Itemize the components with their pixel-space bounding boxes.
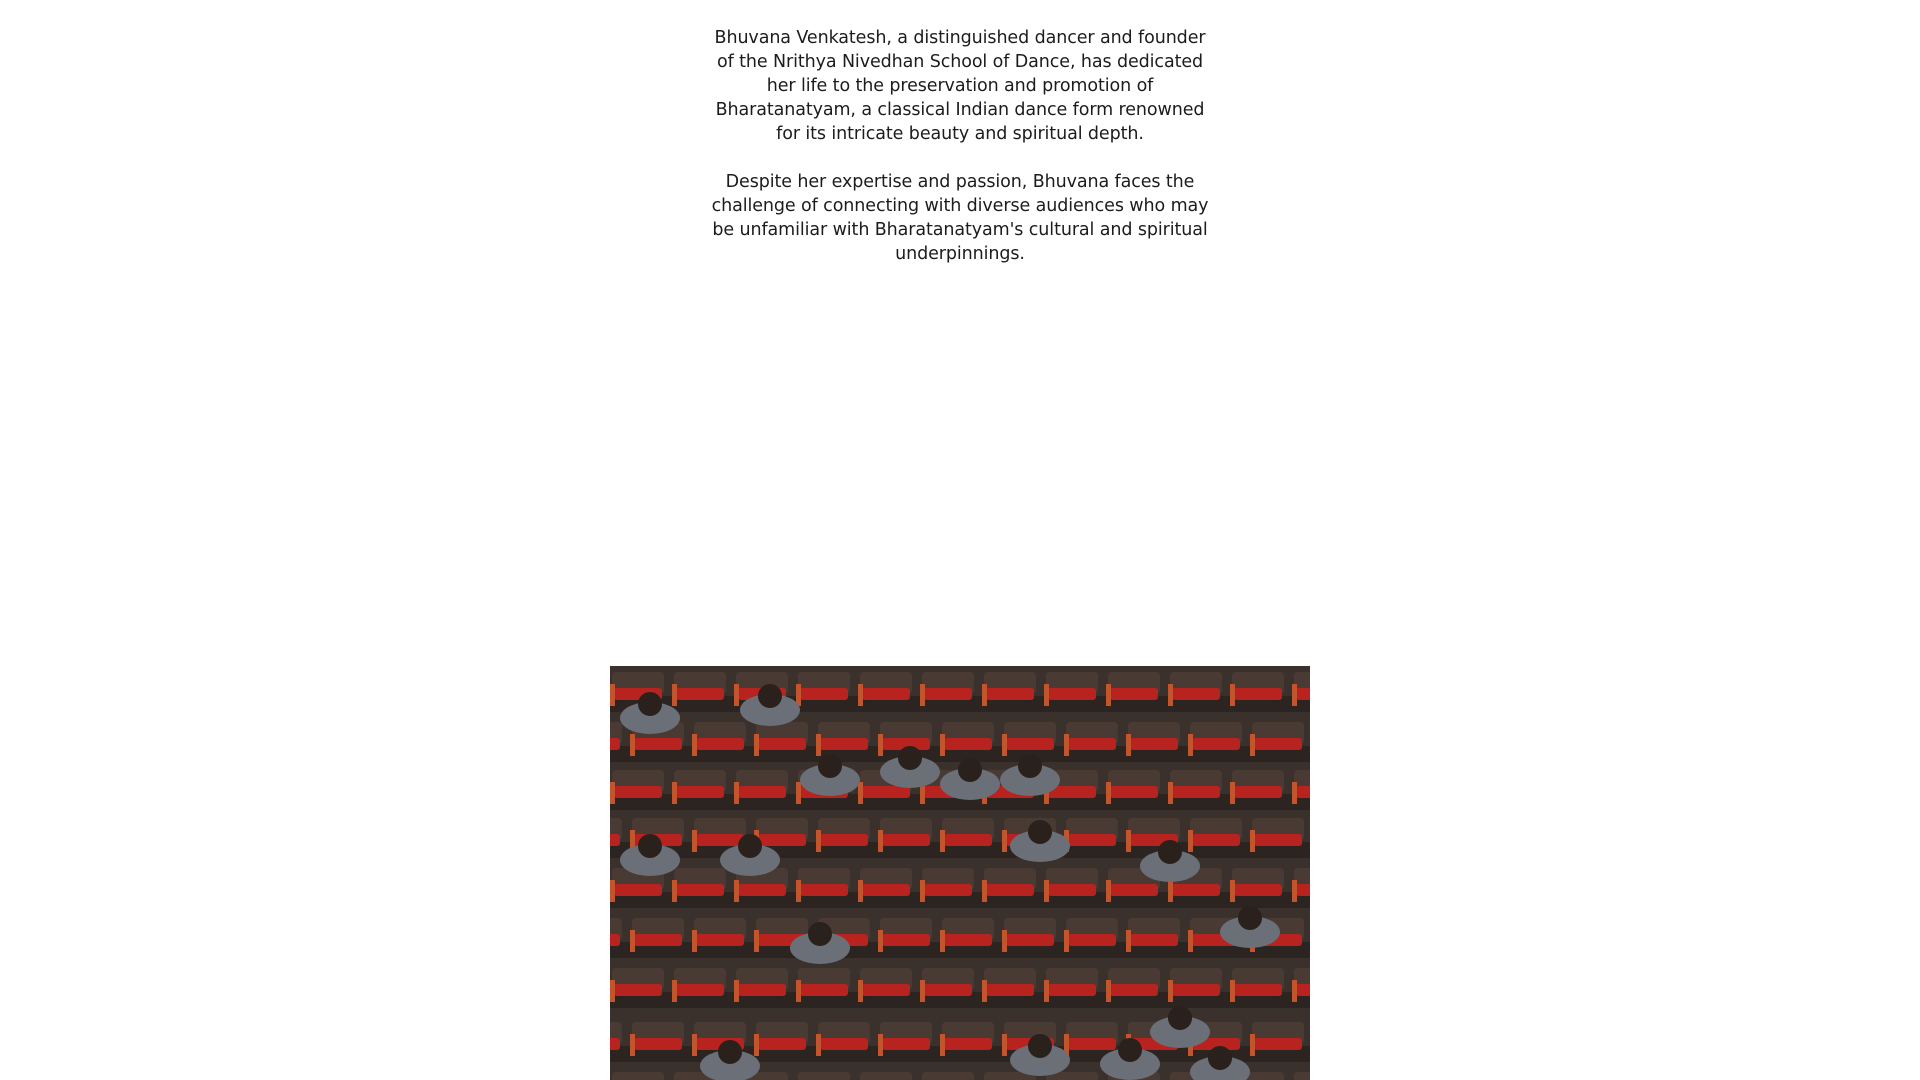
seat-cushion	[676, 786, 724, 798]
audience-member-head	[1028, 1034, 1052, 1058]
seat-cushion	[1296, 786, 1310, 798]
seat-cushion	[614, 984, 662, 996]
seat-armrest	[1188, 734, 1193, 756]
seat-cushion	[610, 738, 620, 750]
seat-cushion	[1234, 884, 1282, 896]
seat-armrest	[1044, 684, 1049, 706]
seat-armrest	[610, 880, 615, 902]
audience-member-head	[758, 684, 782, 708]
seat-cushion	[738, 884, 786, 896]
seat-armrest	[1106, 782, 1111, 804]
seat-cushion	[1110, 984, 1158, 996]
seat-armrest	[734, 684, 739, 706]
seat-armrest	[692, 734, 697, 756]
seat-armrest	[816, 734, 821, 756]
seat-cushion	[1296, 688, 1310, 700]
seat-armrest	[672, 782, 677, 804]
seat-cushion	[882, 834, 930, 846]
seat-cushion	[862, 688, 910, 700]
seat-cushion	[1192, 738, 1240, 750]
seat-cushion	[1110, 688, 1158, 700]
seat-cushion	[1234, 984, 1282, 996]
seat-armrest	[1230, 684, 1235, 706]
seat-armrest	[796, 782, 801, 804]
seat-armrest	[1292, 782, 1297, 804]
seat-armrest	[734, 880, 739, 902]
audience-photo	[610, 666, 1310, 1080]
audience-member-head	[898, 746, 922, 770]
seat-cushion	[676, 984, 724, 996]
seat-armrest	[858, 684, 863, 706]
seat-armrest	[878, 930, 883, 952]
seat-armrest	[1126, 830, 1131, 852]
audience-member-head	[818, 754, 842, 778]
seat-cushion	[610, 934, 620, 946]
seat-cushion	[1172, 688, 1220, 700]
seat-armrest	[734, 980, 739, 1002]
seat-armrest	[1292, 684, 1297, 706]
seat-cushion	[1296, 884, 1310, 896]
seat-armrest	[1044, 880, 1049, 902]
seat-armrest	[878, 830, 883, 852]
seat-armrest	[1168, 980, 1173, 1002]
seat-armrest	[610, 684, 615, 706]
seat-cushion	[862, 884, 910, 896]
seat-cushion	[1068, 834, 1116, 846]
seat-armrest	[1064, 930, 1069, 952]
seat-armrest	[816, 1034, 821, 1056]
seat-armrest	[1168, 684, 1173, 706]
seat-armrest	[920, 684, 925, 706]
seat-armrest	[940, 830, 945, 852]
audience-member-head	[638, 834, 662, 858]
audience-member-head	[1158, 840, 1182, 864]
seat-cushion	[1254, 834, 1302, 846]
seat-cushion	[1068, 738, 1116, 750]
seat-cushion	[696, 934, 744, 946]
audience-member-head	[958, 758, 982, 782]
seat-cushion	[758, 738, 806, 750]
seat-cushion	[1254, 738, 1302, 750]
seat-armrest	[940, 734, 945, 756]
seat-cushion	[986, 688, 1034, 700]
seat-armrest	[1188, 930, 1193, 952]
seat-armrest	[1126, 930, 1131, 952]
seat-armrest	[672, 684, 677, 706]
seat-cushion	[1172, 984, 1220, 996]
seat-cushion	[1048, 688, 1096, 700]
seat-cushion	[1006, 934, 1054, 946]
seat-cushion	[1130, 934, 1178, 946]
seat-armrest	[1250, 830, 1255, 852]
seat-back	[922, 1072, 974, 1080]
seat-cushion	[1068, 934, 1116, 946]
seat-cushion	[676, 884, 724, 896]
seat-cushion	[1296, 984, 1310, 996]
seat-cushion	[944, 738, 992, 750]
seat-armrest	[1044, 980, 1049, 1002]
seat-cushion	[944, 934, 992, 946]
seat-armrest	[982, 880, 987, 902]
intro-text-block	[710, 26, 1210, 290]
seat-armrest	[858, 880, 863, 902]
audience-member-head	[1208, 1046, 1232, 1070]
seat-cushion	[924, 984, 972, 996]
seat-cushion	[924, 884, 972, 896]
seat-cushion	[1048, 984, 1096, 996]
seat-armrest	[796, 684, 801, 706]
seat-armrest	[1250, 1034, 1255, 1056]
seat-armrest	[982, 684, 987, 706]
seat-cushion	[758, 1038, 806, 1050]
seat-armrest	[920, 880, 925, 902]
seat-cushion	[1234, 688, 1282, 700]
seat-cushion	[758, 834, 806, 846]
seat-armrest	[630, 734, 635, 756]
seat-cushion	[738, 786, 786, 798]
seat-armrest	[1230, 880, 1235, 902]
seat-cushion	[610, 834, 620, 846]
seat-cushion	[1172, 786, 1220, 798]
seat-armrest	[1064, 734, 1069, 756]
seat-cushion	[862, 786, 910, 798]
seat-cushion	[800, 984, 848, 996]
seat-armrest	[1250, 734, 1255, 756]
seat-armrest	[858, 980, 863, 1002]
seat-back	[612, 1072, 664, 1080]
seat-back	[798, 1072, 850, 1080]
seat-back	[860, 1072, 912, 1080]
seat-cushion	[1110, 884, 1158, 896]
seat-armrest	[940, 930, 945, 952]
seat-cushion	[820, 1038, 868, 1050]
seat-cushion	[634, 738, 682, 750]
seat-cushion	[986, 884, 1034, 896]
seat-cushion	[820, 738, 868, 750]
seat-cushion	[1006, 738, 1054, 750]
seat-cushion	[800, 688, 848, 700]
seat-cushion	[614, 884, 662, 896]
seat-armrest	[1292, 880, 1297, 902]
seat-armrest	[1002, 930, 1007, 952]
seat-armrest	[878, 734, 883, 756]
seat-back	[1294, 1072, 1310, 1080]
seat-cushion	[882, 1038, 930, 1050]
seat-armrest	[692, 830, 697, 852]
seat-armrest	[1002, 734, 1007, 756]
seat-armrest	[610, 980, 615, 1002]
seat-armrest	[630, 930, 635, 952]
seat-cushion	[862, 984, 910, 996]
audience-member-head	[1168, 1006, 1192, 1030]
seat-cushion	[1110, 786, 1158, 798]
seat-armrest	[1106, 980, 1111, 1002]
seat-cushion	[696, 834, 744, 846]
seat-armrest	[1126, 734, 1131, 756]
intro-paragraph-1: Bhuvana Venkatesh, a distinguished dancer and founder of the Nrithya Nivedhan School of Dance, has dedicated her life to the preservation and promotion of Bharatanatyam, a classical Indian dance form renowned for its intricate beauty and spiritual depth.	[714, 28, 1206, 144]
intro-paragraph-2: Despite her expertise and passion, Bhuvana faces the challenge of connecting with diverse audiences who may be unfamiliar with Bharatanatyam's cultural and spiritual underpinnings.	[711, 172, 1209, 264]
seat-armrest	[754, 930, 759, 952]
seat-cushion	[1254, 1038, 1302, 1050]
theatre-seating-illustration	[610, 666, 1310, 1080]
seat-cushion	[924, 688, 972, 700]
seat-cushion	[676, 688, 724, 700]
seat-cushion	[1130, 738, 1178, 750]
seat-armrest	[982, 980, 987, 1002]
seat-armrest	[796, 880, 801, 902]
seat-cushion	[882, 934, 930, 946]
audience-member-head	[638, 692, 662, 716]
seat-cushion	[614, 786, 662, 798]
audience-member-head	[808, 922, 832, 946]
seat-cushion	[1048, 884, 1096, 896]
seat-cushion	[944, 834, 992, 846]
audience-member-head	[718, 1040, 742, 1064]
seat-armrest	[734, 782, 739, 804]
seat-cushion	[634, 934, 682, 946]
seat-cushion	[1234, 786, 1282, 798]
seat-cushion	[800, 884, 848, 896]
seat-armrest	[672, 880, 677, 902]
seat-armrest	[1188, 830, 1193, 852]
audience-member-head	[1118, 1038, 1142, 1062]
audience-member-head	[1028, 820, 1052, 844]
seat-cushion	[738, 984, 786, 996]
seat-armrest	[920, 980, 925, 1002]
seat-armrest	[1002, 1034, 1007, 1056]
seat-cushion	[944, 1038, 992, 1050]
seat-armrest	[630, 1034, 635, 1056]
seat-cushion	[634, 1038, 682, 1050]
seat-armrest	[1230, 980, 1235, 1002]
seat-armrest	[1292, 980, 1297, 1002]
seat-cushion	[1192, 834, 1240, 846]
seat-armrest	[672, 980, 677, 1002]
seat-armrest	[1002, 830, 1007, 852]
seat-armrest	[610, 782, 615, 804]
seat-armrest	[878, 1034, 883, 1056]
seat-cushion	[1068, 1038, 1116, 1050]
seat-armrest	[692, 1034, 697, 1056]
seat-cushion	[610, 1038, 620, 1050]
seat-armrest	[816, 830, 821, 852]
seat-armrest	[1230, 782, 1235, 804]
seat-cushion	[696, 738, 744, 750]
seat-armrest	[1106, 684, 1111, 706]
seat-armrest	[754, 1034, 759, 1056]
seat-armrest	[796, 980, 801, 1002]
audience-member-head	[1238, 906, 1262, 930]
seat-armrest	[1168, 782, 1173, 804]
seat-armrest	[692, 930, 697, 952]
seat-cushion	[820, 834, 868, 846]
audience-member-head	[738, 834, 762, 858]
seat-armrest	[754, 734, 759, 756]
seat-armrest	[940, 1034, 945, 1056]
audience-member-head	[1018, 754, 1042, 778]
seat-cushion	[1172, 884, 1220, 896]
seat-armrest	[1168, 880, 1173, 902]
seat-cushion	[986, 984, 1034, 996]
seat-armrest	[1106, 880, 1111, 902]
seat-armrest	[858, 782, 863, 804]
